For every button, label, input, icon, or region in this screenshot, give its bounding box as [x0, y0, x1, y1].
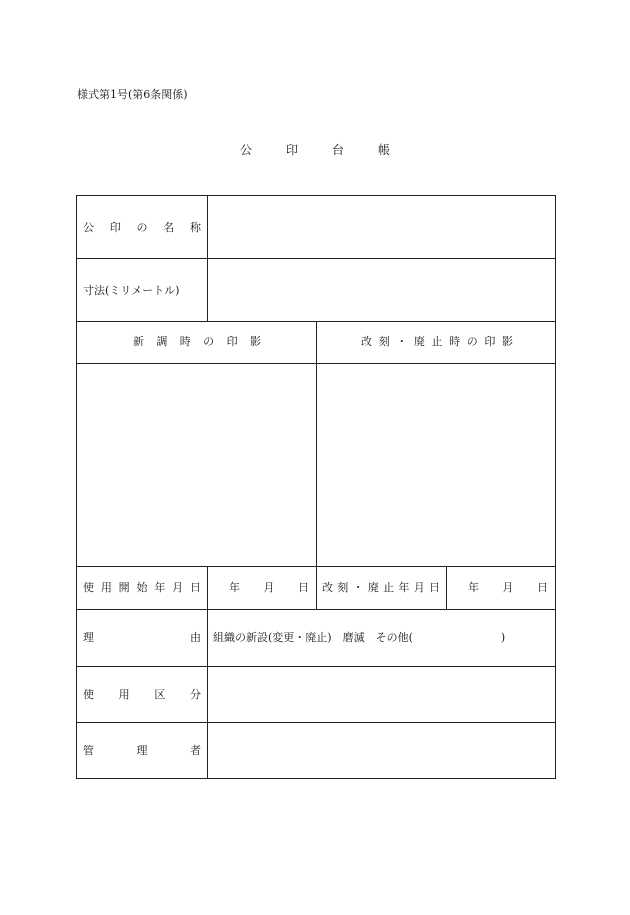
dimensions-field[interactable] — [213, 285, 549, 299]
title-char: 台 — [332, 143, 345, 157]
manager-label: 管 理 者 — [83, 744, 201, 757]
dimensions-label: 寸法(ミリメートル) — [83, 284, 180, 297]
row-divider — [77, 609, 555, 610]
usage-category-label: 使 用 区 分 — [83, 688, 201, 701]
new-impression-box[interactable] — [79, 366, 313, 564]
form-number: 様式第1号(第6条関係) — [77, 88, 188, 101]
column-divider — [207, 566, 208, 778]
column-divider — [446, 566, 447, 609]
document-title — [0, 141, 630, 158]
title-char: 公 — [239, 143, 252, 157]
revised-impression-box[interactable] — [319, 366, 553, 564]
title-char: 帳 — [378, 143, 391, 157]
seal-name-field[interactable] — [213, 222, 549, 236]
column-divider — [316, 321, 317, 609]
title-char: 印 — [285, 143, 298, 157]
start-date-label: 使 用 開 始 年 月 日 — [83, 581, 201, 594]
revise-date-label: 改 刻 ・ 廃 止 年 月 日 — [322, 581, 440, 594]
revised-impression-header: 改 刻 ・ 廃 止 時 の 印 影 — [361, 335, 513, 348]
reason-options[interactable]: 組織の新設(変更・廃止) 磨滅 その他( ) — [213, 631, 506, 644]
row-divider — [77, 722, 555, 723]
row-divider — [77, 258, 555, 259]
usage-category-field[interactable] — [213, 689, 549, 703]
reason-label: 理 由 — [83, 631, 201, 644]
start-date-field[interactable]: 年 月 日 — [229, 581, 309, 594]
revise-date-field[interactable]: 年 月 日 — [468, 581, 548, 594]
column-divider — [207, 196, 208, 321]
seal-name-label: 公 印 の 名 称 — [83, 221, 201, 234]
row-divider — [77, 666, 555, 667]
new-impression-header: 新 調 時 の 印 影 — [133, 335, 261, 348]
seal-ledger-table — [76, 195, 556, 779]
manager-field[interactable] — [213, 745, 549, 759]
